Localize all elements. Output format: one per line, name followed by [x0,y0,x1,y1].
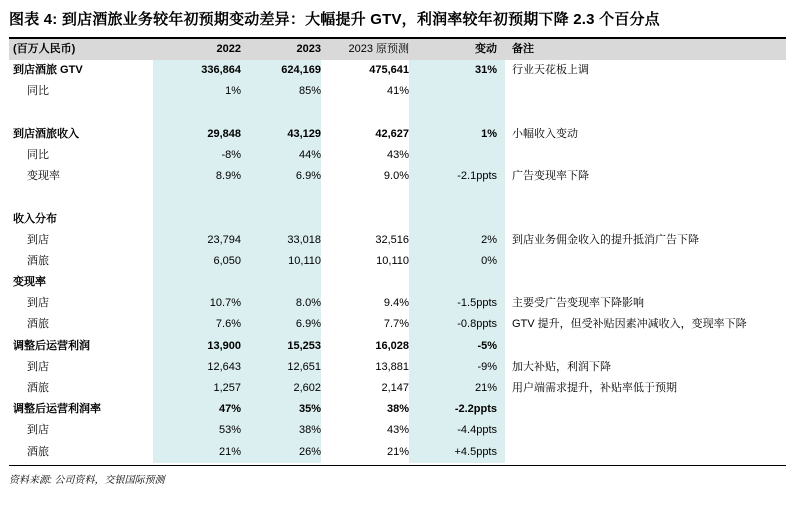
cell-note: 到店业务佣金收入的提升抵消广告下降 [512,233,699,246]
cell-2023: 44% [298,148,321,161]
data-table [9,39,786,463]
cell-2022: 6,050 [213,254,241,267]
cell-2022: 7.6% [215,318,241,331]
cell-2023-forecast: 41% [386,85,409,98]
table-row [9,187,786,208]
header-2022: 2022 [216,43,241,55]
cell-change: -0.8ppts [457,318,497,331]
cell-2022: 47% [218,403,241,416]
cell-2022 [153,272,241,293]
cell-change: +4.5ppts [454,445,497,458]
cell-2023: 43,129 [287,127,321,140]
cell-2023: 6.9% [295,318,321,331]
header-2023-forecast: 2023 原预测 [348,43,409,55]
cell-2023: 15,253 [287,339,321,352]
header-unit: (百万人民币) [13,43,76,55]
row-label: 酒旅 [27,382,49,394]
cell-2023 [241,209,321,230]
header-2023: 2023 [296,43,321,55]
cell-change: -9% [477,360,497,373]
row-label: 酒旅 [27,254,49,267]
cell-2023 [241,187,321,208]
bottom-rule [9,465,786,466]
cell-change: -1.5ppts [457,297,497,310]
cell-2023: 6.9% [295,170,321,183]
cell-change [409,272,497,293]
table-row [9,230,786,251]
table-row [9,314,786,335]
source-note: 资料来源: 公司资料，交银国际预测 [9,475,165,486]
cell-2022: 10.7% [209,297,241,310]
cell-change: -2.2ppts [454,403,497,416]
cell-2023: 2,602 [293,382,321,394]
cell-2023: 8.0% [295,297,321,310]
cell-2023-forecast [321,209,409,230]
cell-2023: 85% [298,85,321,98]
table-body [9,60,786,463]
cell-2023-forecast: 7.7% [383,318,409,331]
row-label: 酒旅 [27,445,49,458]
cell-2023: 38% [298,424,321,437]
cell-2023-forecast: 2,147 [381,382,409,394]
cell-change [409,103,497,124]
row-label: 收入分布 [13,212,57,225]
row-label: 变现率 [27,170,60,183]
cell-note: 广告变现率下降 [512,170,589,183]
row-label: 到店酒旅收入 [13,127,79,140]
row-label: 同比 [27,148,49,161]
cell-2023-forecast: 42,627 [375,127,409,140]
cell-change: 0% [481,254,497,267]
header-note: 备注 [512,43,534,55]
cell-2022 [153,209,241,230]
cell-note: GTV 提升，但受补贴因素冲减收入，变现率下降 [512,318,747,331]
cell-2022 [153,187,241,208]
cell-change [409,81,497,102]
cell-2022: 336,864 [201,64,241,77]
cell-2023-forecast: 16,028 [375,339,409,352]
cell-2023-forecast: 475,641 [369,64,409,77]
table-row [9,293,786,314]
table-row [9,209,786,230]
cell-2022: 12,643 [207,360,241,373]
table-row [9,60,786,81]
cell-2023-forecast: 21% [386,445,409,458]
cell-2023-forecast [321,272,409,293]
cell-note: 小幅收入变动 [512,127,578,140]
cell-2023: 10,110 [288,254,321,267]
cell-2023-forecast [321,187,409,208]
table-row [9,336,786,357]
cell-2022: -8% [221,148,241,161]
table-row [9,251,786,272]
table-row [9,399,786,420]
cell-2023-forecast: 38% [386,403,409,416]
cell-2023: 35% [298,403,321,416]
cell-2022: 8.9% [215,170,241,183]
cell-change: -2.1ppts [457,170,497,183]
row-label: 同比 [27,85,49,98]
cell-2023: 624,169 [281,64,321,77]
row-label: 调整后运营利润 [13,339,90,352]
cell-2023-forecast: 43% [386,424,409,437]
cell-change [409,209,497,230]
table-row [9,357,786,378]
cell-2023 [241,103,321,124]
table-row [9,166,786,187]
table-row [9,272,786,293]
table-row [9,103,786,124]
cell-change [409,145,497,166]
cell-note: 行业天花板上调 [512,64,589,77]
cell-2023-forecast: 9.0% [383,170,409,183]
cell-2022: 29,848 [207,127,241,140]
cell-2023-forecast: 9.4% [383,297,409,310]
table-row [9,420,786,441]
cell-change: 1% [481,127,497,140]
cell-change [409,187,497,208]
cell-change: 2% [481,233,497,246]
cell-change: 31% [474,64,497,77]
cell-2023: 33,018 [287,233,321,246]
cell-change: -4.4ppts [457,424,497,437]
row-label: 调整后运营利润率 [13,403,101,416]
table-header [9,39,786,60]
row-label: 酒旅 [27,318,49,331]
cell-2022: 21% [218,445,241,458]
cell-2022: 1% [225,85,241,98]
cell-note: 加大补贴，利润下降 [512,360,611,373]
cell-2023-forecast [321,103,409,124]
row-label: 变现率 [13,276,46,289]
cell-2022: 13,900 [207,339,241,352]
table-row [9,145,786,166]
cell-2022 [153,103,241,124]
header-change: 变动 [475,43,497,55]
row-label: 到店酒旅 GTV [13,64,83,77]
row-label: 到店 [27,360,49,373]
row-label: 到店 [27,424,49,437]
table-row [9,81,786,102]
row-label: 到店 [27,297,49,310]
table-row [9,442,786,463]
cell-2023-forecast: 32,516 [375,233,409,246]
cell-2023: 26% [298,445,321,458]
cell-2023 [241,272,321,293]
cell-2023-forecast: 43% [386,148,409,161]
cell-note: 主要受广告变现率下降影响 [512,297,644,310]
cell-2023-forecast: 13,881 [375,360,409,373]
cell-2023-forecast: 10,110 [376,254,409,267]
cell-note: 用户端需求提升，补贴率低于预期 [512,382,677,394]
cell-2022: 53% [218,424,241,437]
row-label: 到店 [27,233,49,246]
cell-change: 21% [474,382,497,394]
figure-title: 图表 4: 到店酒旅业务较年初预期变动差异：大幅提升 GTV，利润率较年初预期下降 2.3 个百分点 [9,11,660,28]
table-row [9,378,786,399]
table-row [9,124,786,145]
cell-2023: 12,651 [287,360,321,373]
cell-2022: 23,794 [207,233,241,246]
cell-2022: 1,257 [213,382,241,394]
cell-change: -5% [477,339,497,352]
